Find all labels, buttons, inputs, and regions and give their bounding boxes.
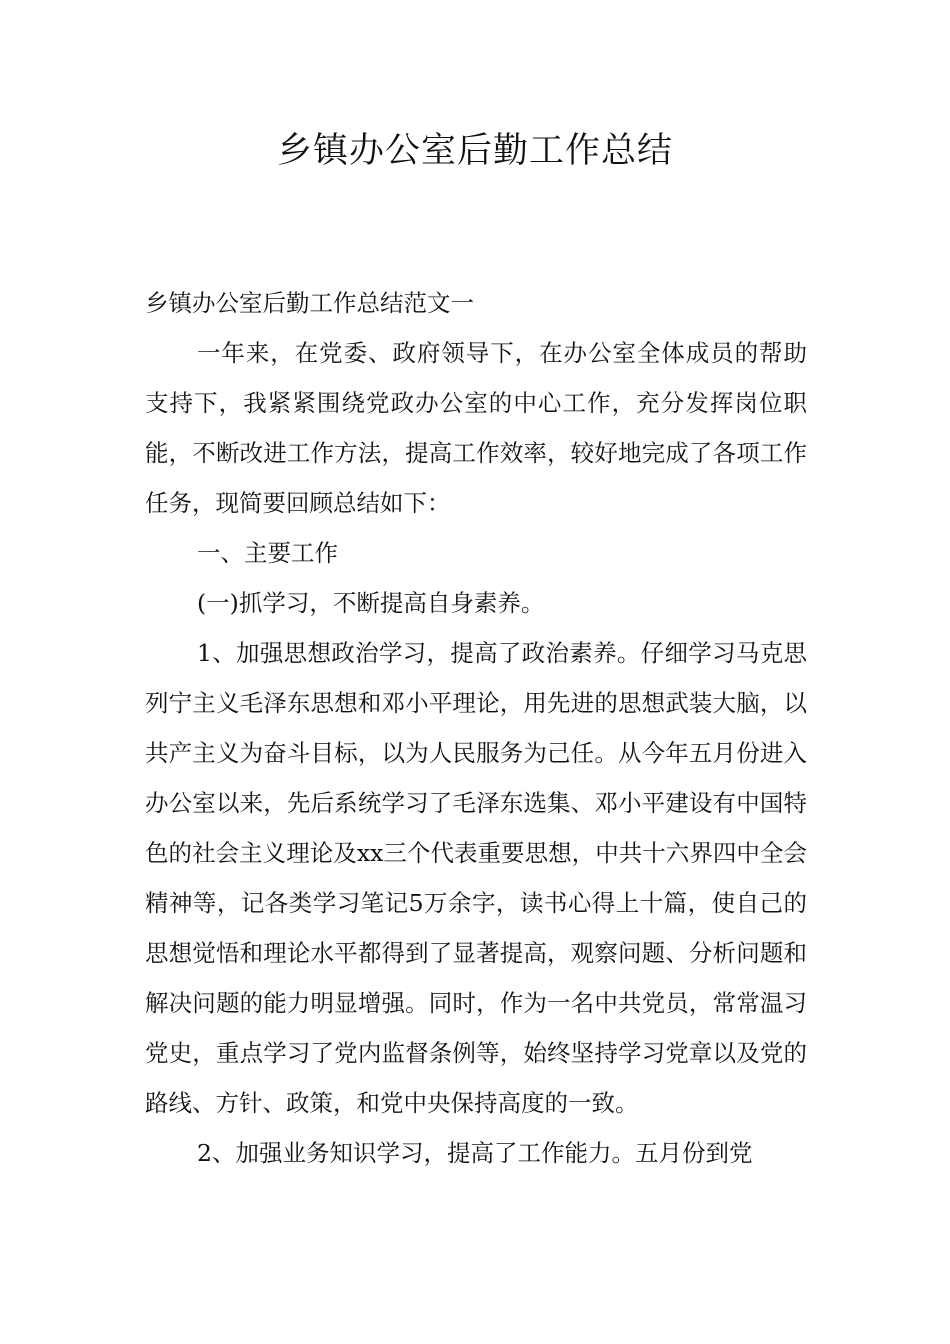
subsection-heading: (一)抓学习，不断提高自身素养。 — [197, 589, 545, 617]
body-paragraph: 一年来，在党委、政府领导下，在办公室全体成员的帮助支持下，我紧紧围绕党政办公室的中心工作，充分发挥岗位职能，不断改进工作方法，提高工作效率，较好地完成了各项工作任务，现简要回顾总结如下： — [145, 339, 807, 517]
body-paragraph: 2、加强业务知识学习，提高了工作能力。五月份到党 — [197, 1139, 753, 1167]
section-heading: 一、主要工作 — [197, 539, 338, 567]
subtitle-paragraph: 乡镇办公室后勤工作总结范文一 — [145, 289, 474, 317]
document-body — [145, 278, 807, 1178]
body-paragraph: 1、加强思想政治学习，提高了政治素养。仔细学习马克思列宁主义毛泽东思想和邓小平理论，用先进的思想武装大脑，以共产主义为奋斗目标，以为人民服务为己任。从今年五月份进入办公室以来，先后系统学习了毛泽东选集、邓小平建设有中国特色的社会主义理论及xx三个代表重要思想，中共十六界四中全会精神等，记各类学习笔记5万余字，读书心得上十篇，使自己的思想觉悟和理论水平都得到了显著提高，观察问题、分析问题和解决问题的能力明显增强。同时，作为一名中共党员，常常温习党史，重点学习了党内监督条例等，始终坚持学习党章以及党的路线、方针、政策，和党中央保持高度的一致。 — [145, 639, 807, 1117]
document-title: 乡镇办公室后勤工作总结 — [276, 131, 673, 171]
